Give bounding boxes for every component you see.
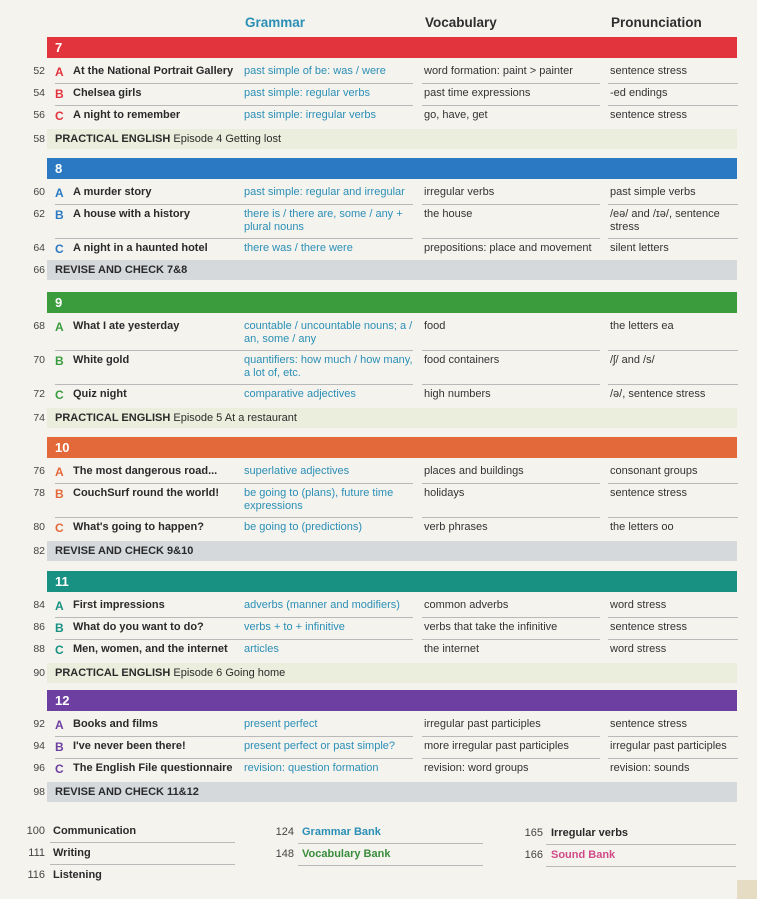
- lesson-pronunciation: word stress: [610, 643, 667, 655]
- row-divider: [608, 350, 738, 351]
- lesson-letter: A: [55, 320, 64, 334]
- lesson-page-number: 86: [33, 621, 45, 633]
- strip-page-number: 58: [33, 133, 45, 145]
- lesson-letter: A: [55, 465, 64, 479]
- back-matter-page: 100: [26, 825, 45, 837]
- strip-page-number: 98: [33, 786, 45, 798]
- strip-episode-text: Episode 6 Going home: [173, 667, 286, 679]
- strip-keyword: PRACTICAL ENGLISH: [55, 667, 171, 679]
- row-divider: [608, 517, 738, 518]
- lesson-grammar: there was / there were: [244, 242, 353, 254]
- lesson-grammar: present perfect: [244, 718, 318, 730]
- lesson-vocabulary: more irregular past participles: [424, 740, 569, 752]
- lesson-grammar: quantifiers: how much / how many, a lot of, etc.: [244, 354, 413, 379]
- strip-keyword: REVISE AND CHECK 11&12: [55, 786, 199, 798]
- back-matter-item[interactable]: [524, 849, 616, 861]
- back-matter-label[interactable]: Listening: [53, 869, 102, 881]
- strip-page-number: 74: [33, 412, 45, 424]
- lesson-pronunciation: -ed endings: [610, 87, 668, 99]
- lesson-title[interactable]: A night in a haunted hotel: [73, 242, 208, 254]
- back-matter-page: 124: [275, 826, 294, 838]
- row-divider: [422, 238, 600, 239]
- unit-header-band: [47, 571, 737, 592]
- lesson-page-number: 72: [33, 388, 45, 400]
- lesson-grammar: superlative adjectives: [244, 465, 350, 477]
- lesson-grammar: there is / there are, some / any + plural nouns: [244, 208, 403, 233]
- back-matter-page: 111: [28, 847, 45, 859]
- strip-page-number: 82: [33, 545, 45, 557]
- back-matter-item[interactable]: [28, 847, 91, 859]
- row-divider: [55, 105, 413, 106]
- back-matter-page: 116: [27, 869, 45, 881]
- lesson-vocabulary: irregular verbs: [424, 186, 495, 198]
- lesson-letter: C: [55, 521, 64, 535]
- lesson-pronunciation: silent letters: [610, 242, 669, 254]
- unit-number: 9: [55, 295, 63, 310]
- lesson-page-number: 70: [33, 354, 45, 366]
- practical-english-strip[interactable]: [47, 408, 737, 428]
- back-matter-item[interactable]: [26, 825, 137, 837]
- row-divider: [55, 517, 413, 518]
- back-matter-label[interactable]: Grammar Bank: [302, 826, 381, 838]
- row-divider: [422, 517, 600, 518]
- lesson-title[interactable]: What do you want to do?: [73, 621, 204, 633]
- lesson-vocabulary: food containers: [424, 354, 500, 366]
- back-matter-label[interactable]: Communication: [53, 825, 137, 837]
- lesson-pronunciation: /eə/ and /ɪə/, sentence stress: [610, 208, 720, 233]
- practical-english-strip[interactable]: [47, 663, 737, 683]
- lesson-letter: C: [55, 242, 64, 256]
- unit-number: 10: [55, 440, 70, 455]
- unit-header-band: [47, 690, 737, 711]
- lesson-title[interactable]: A house with a history: [73, 208, 190, 220]
- lesson-vocabulary: irregular past participles: [424, 718, 541, 730]
- lesson-page-number: 96: [33, 762, 45, 774]
- strip-keyword: PRACTICAL ENGLISH: [55, 133, 171, 145]
- lesson-letter: A: [55, 599, 64, 613]
- back-matter-page: 165: [524, 827, 543, 839]
- back-matter-item[interactable]: [275, 848, 391, 860]
- lesson-page-number: 76: [33, 465, 45, 477]
- lesson-pronunciation: sentence stress: [610, 487, 688, 499]
- unit-number: 11: [55, 574, 69, 589]
- row-divider: [608, 83, 738, 84]
- lesson-vocabulary: verbs that take the infinitive: [424, 621, 558, 633]
- row-divider: [608, 736, 738, 737]
- unit-number: 12: [55, 693, 70, 708]
- lesson-title[interactable]: CouchSurf round the world!: [73, 487, 220, 499]
- revise-check-strip[interactable]: [47, 541, 737, 561]
- back-matter-divider: [298, 843, 483, 844]
- lesson-title[interactable]: First impressions: [73, 599, 165, 611]
- back-matter-label[interactable]: Writing: [53, 847, 91, 859]
- strip-keyword: PRACTICAL ENGLISH: [55, 412, 171, 424]
- row-divider: [55, 204, 413, 205]
- row-divider: [422, 617, 600, 618]
- row-divider: [422, 83, 600, 84]
- lesson-pronunciation: sentence stress: [610, 718, 688, 730]
- back-matter-divider: [50, 864, 235, 865]
- lesson-title[interactable]: What I ate yesterday: [73, 320, 180, 332]
- back-matter-label[interactable]: Vocabulary Bank: [302, 848, 391, 860]
- lesson-vocabulary: go, have, get: [424, 109, 488, 121]
- lesson-grammar: present perfect or past simple?: [244, 740, 396, 752]
- lesson-pronunciation: sentence stress: [610, 621, 688, 633]
- lesson-grammar: countable / uncountable nouns; a / an, some / any: [244, 320, 413, 345]
- lesson-title[interactable]: A murder story: [73, 186, 152, 198]
- lesson-vocabulary: common adverbs: [424, 599, 509, 611]
- lesson-title[interactable]: Quiz night: [73, 388, 127, 400]
- lesson-vocabulary: prepositions: place and movement: [424, 242, 592, 254]
- lesson-page-number: 64: [33, 242, 45, 254]
- unit-number: 8: [55, 161, 63, 176]
- row-divider: [55, 639, 413, 640]
- row-divider: [55, 384, 413, 385]
- row-divider: [422, 384, 600, 385]
- lesson-vocabulary: places and buildings: [424, 465, 524, 477]
- unit-header-band: [47, 292, 737, 313]
- unit-header-band: [47, 37, 737, 58]
- lesson-letter: B: [55, 208, 64, 222]
- row-divider: [608, 105, 738, 106]
- back-matter-page: 166: [524, 849, 543, 861]
- lesson-grammar: comparative adjectives: [244, 388, 356, 400]
- row-divider: [608, 483, 738, 484]
- back-matter-item[interactable]: [524, 827, 629, 839]
- lesson-vocabulary: the internet: [424, 643, 480, 655]
- unit-header-band: [47, 437, 737, 458]
- lesson-vocabulary: holidays: [424, 487, 465, 499]
- lesson-pronunciation: consonant groups: [610, 465, 698, 477]
- strip-page-number: 66: [33, 264, 45, 276]
- row-divider: [55, 83, 413, 84]
- lesson-page-number: 84: [33, 599, 45, 611]
- row-divider: [422, 204, 600, 205]
- strip-page-number: 90: [33, 667, 45, 679]
- lesson-letter: B: [55, 87, 64, 101]
- back-matter-divider: [50, 842, 235, 843]
- vocabulary-column-header: Vocabulary: [425, 15, 497, 30]
- lesson-page-number: 60: [33, 186, 45, 198]
- lesson-letter: B: [55, 354, 64, 368]
- lesson-grammar: revision: question formation: [244, 762, 379, 774]
- back-matter-label[interactable]: Sound Bank: [551, 849, 616, 861]
- row-divider: [422, 639, 600, 640]
- row-divider: [55, 617, 413, 618]
- page-edge: [737, 880, 757, 899]
- back-matter-divider: [298, 865, 483, 866]
- row-divider: [422, 758, 600, 759]
- lesson-pronunciation: /ʃ/ and /s/: [610, 354, 655, 366]
- grammar-column-header: Grammar: [245, 15, 306, 30]
- lesson-letter: B: [55, 621, 64, 635]
- lesson-vocabulary: the house: [424, 208, 473, 220]
- lesson-vocabulary: high numbers: [424, 388, 491, 400]
- lesson-letter: A: [55, 186, 64, 200]
- lesson-vocabulary: word formation: paint > painter: [424, 65, 573, 77]
- row-divider: [55, 758, 413, 759]
- lesson-title[interactable]: Chelsea girls: [73, 87, 142, 99]
- lesson-page-number: 54: [33, 87, 45, 99]
- lesson-page-number: 80: [33, 521, 45, 533]
- revise-check-strip[interactable]: [47, 782, 737, 802]
- row-divider: [422, 350, 600, 351]
- back-matter-page: 148: [275, 848, 294, 860]
- row-divider: [55, 736, 413, 737]
- lesson-pronunciation: word stress: [610, 599, 667, 611]
- lesson-title[interactable]: At the National Portrait Gallery: [73, 65, 234, 77]
- row-divider: [55, 483, 413, 484]
- practical-english-strip[interactable]: [47, 129, 737, 149]
- lesson-page-number: 92: [33, 718, 45, 730]
- lesson-pronunciation: irregular past participles: [610, 740, 727, 752]
- lesson-vocabulary: past time expressions: [424, 87, 531, 99]
- lesson-page-number: 62: [33, 208, 45, 220]
- lesson-pronunciation: past simple verbs: [610, 186, 696, 198]
- strip-keyword: REVISE AND CHECK 7&8: [55, 264, 188, 276]
- strip-episode-text: Episode 5 At a restaurant: [173, 412, 297, 424]
- lesson-letter: A: [55, 65, 64, 79]
- lesson-title[interactable]: A night to remember: [73, 109, 181, 121]
- row-divider: [608, 384, 738, 385]
- lesson-grammar: past simple: regular verbs: [244, 87, 370, 99]
- row-divider: [608, 204, 738, 205]
- lesson-title[interactable]: What's going to happen?: [73, 521, 204, 533]
- strip-keyword: REVISE AND CHECK 9&10: [55, 545, 194, 557]
- row-divider: [55, 238, 413, 239]
- unit-number: 7: [55, 40, 63, 55]
- strip-episode-text: Episode 4 Getting lost: [173, 133, 281, 145]
- back-matter-divider: [546, 844, 736, 845]
- pronunciation-column-header: Pronunciation: [611, 15, 702, 30]
- lesson-vocabulary: verb phrases: [424, 521, 488, 533]
- lesson-grammar: be going to (predictions): [244, 521, 363, 533]
- lesson-page-number: 56: [33, 109, 45, 121]
- lesson-grammar: verbs + to + infinitive: [244, 621, 345, 633]
- lesson-pronunciation: sentence stress: [610, 109, 688, 121]
- row-divider: [422, 483, 600, 484]
- row-divider: [608, 758, 738, 759]
- revise-check-strip[interactable]: [47, 260, 737, 280]
- lesson-grammar: past simple: regular and irregular: [244, 186, 405, 198]
- row-divider: [55, 350, 413, 351]
- lesson-letter: A: [55, 718, 64, 732]
- lesson-grammar: articles: [244, 643, 279, 655]
- lesson-title[interactable]: The English File questionnaire: [73, 762, 233, 774]
- lesson-title[interactable]: I've never been there!: [73, 740, 186, 752]
- lesson-page-number: 68: [33, 320, 45, 332]
- row-divider: [608, 617, 738, 618]
- lesson-pronunciation: /ə/, sentence stress: [610, 388, 706, 400]
- back-matter-item[interactable]: [275, 826, 381, 838]
- lesson-letter: C: [55, 762, 64, 776]
- lesson-letter: C: [55, 643, 64, 657]
- lesson-grammar: adverbs (manner and modifiers): [244, 599, 400, 611]
- lesson-letter: B: [55, 740, 64, 754]
- lesson-pronunciation: the letters ea: [610, 320, 674, 332]
- lesson-letter: B: [55, 487, 64, 501]
- lesson-letter: C: [55, 388, 64, 402]
- lesson-title[interactable]: The most dangerous road...: [73, 465, 218, 477]
- lesson-page-number: 52: [33, 65, 45, 77]
- row-divider: [422, 736, 600, 737]
- lesson-vocabulary: food: [424, 320, 446, 332]
- lesson-page-number: 94: [33, 740, 45, 752]
- lesson-vocabulary: revision: word groups: [424, 762, 529, 774]
- lesson-pronunciation: sentence stress: [610, 65, 688, 77]
- row-divider: [422, 105, 600, 106]
- lesson-grammar: past simple: irregular verbs: [244, 109, 377, 121]
- lesson-title[interactable]: Books and films: [73, 718, 158, 730]
- lesson-page-number: 88: [33, 643, 45, 655]
- row-divider: [608, 238, 738, 239]
- lesson-title[interactable]: Men, women, and the internet: [73, 643, 228, 655]
- lesson-title[interactable]: White gold: [73, 354, 130, 366]
- lesson-grammar: past simple of be: was / were: [244, 65, 386, 77]
- lesson-pronunciation: revision: sounds: [610, 762, 690, 774]
- back-matter-divider: [546, 866, 736, 867]
- lesson-letter: C: [55, 109, 64, 123]
- lesson-grammar: be going to (plans), future time expressions: [244, 487, 394, 512]
- unit-header-band: [47, 158, 737, 179]
- back-matter-label[interactable]: Irregular verbs: [551, 827, 629, 839]
- back-matter-item[interactable]: [27, 869, 102, 881]
- lesson-pronunciation: the letters oo: [610, 521, 674, 533]
- row-divider: [608, 639, 738, 640]
- lesson-page-number: 78: [33, 487, 45, 499]
